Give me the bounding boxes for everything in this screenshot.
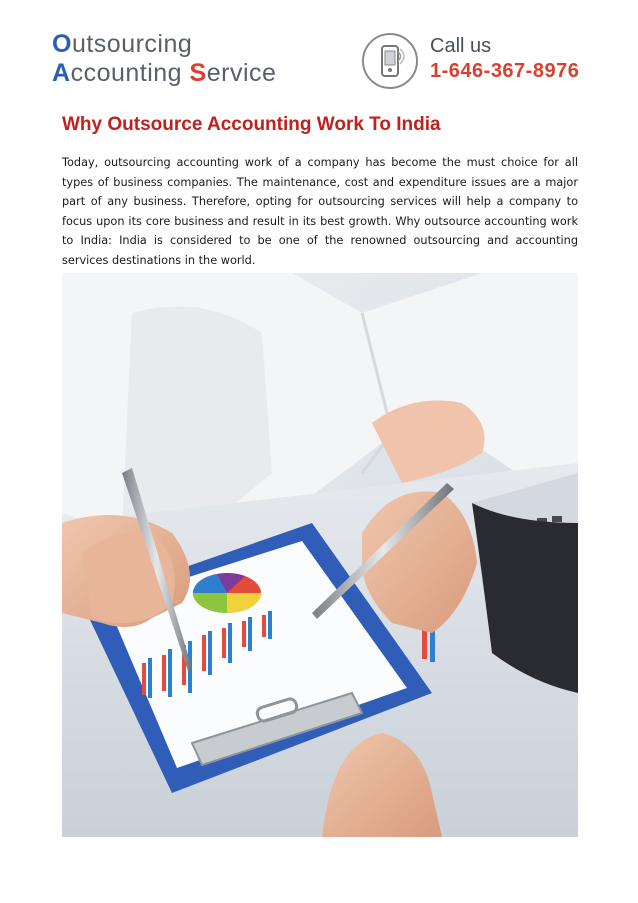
logo-line-2: Accounting Service	[52, 59, 277, 87]
mobile-phone-icon	[362, 33, 418, 89]
article-title: Why Outsource Accounting Work To India	[62, 114, 441, 135]
call-us-block[interactable]	[362, 33, 602, 93]
article-photo	[62, 273, 578, 837]
company-logo[interactable]	[52, 30, 352, 88]
logo-line-1: Outsourcing	[52, 30, 193, 58]
call-us-label: Call us	[430, 35, 492, 57]
phone-number-link[interactable]: 1-646-367-8976	[430, 60, 580, 82]
article-body: Today, outsourcing accounting work of a company has become the must choice for all types of business companies. The maintenance, cost and expenditure issues are a major part of any business. Therefore, opting for outsourcing services will help a company to focus upon its core business and result in its best growth. Why outsource accounting work to India: India is considered to be one of the renowned outsourcing and accounting services destinations in the world.	[62, 156, 578, 267]
